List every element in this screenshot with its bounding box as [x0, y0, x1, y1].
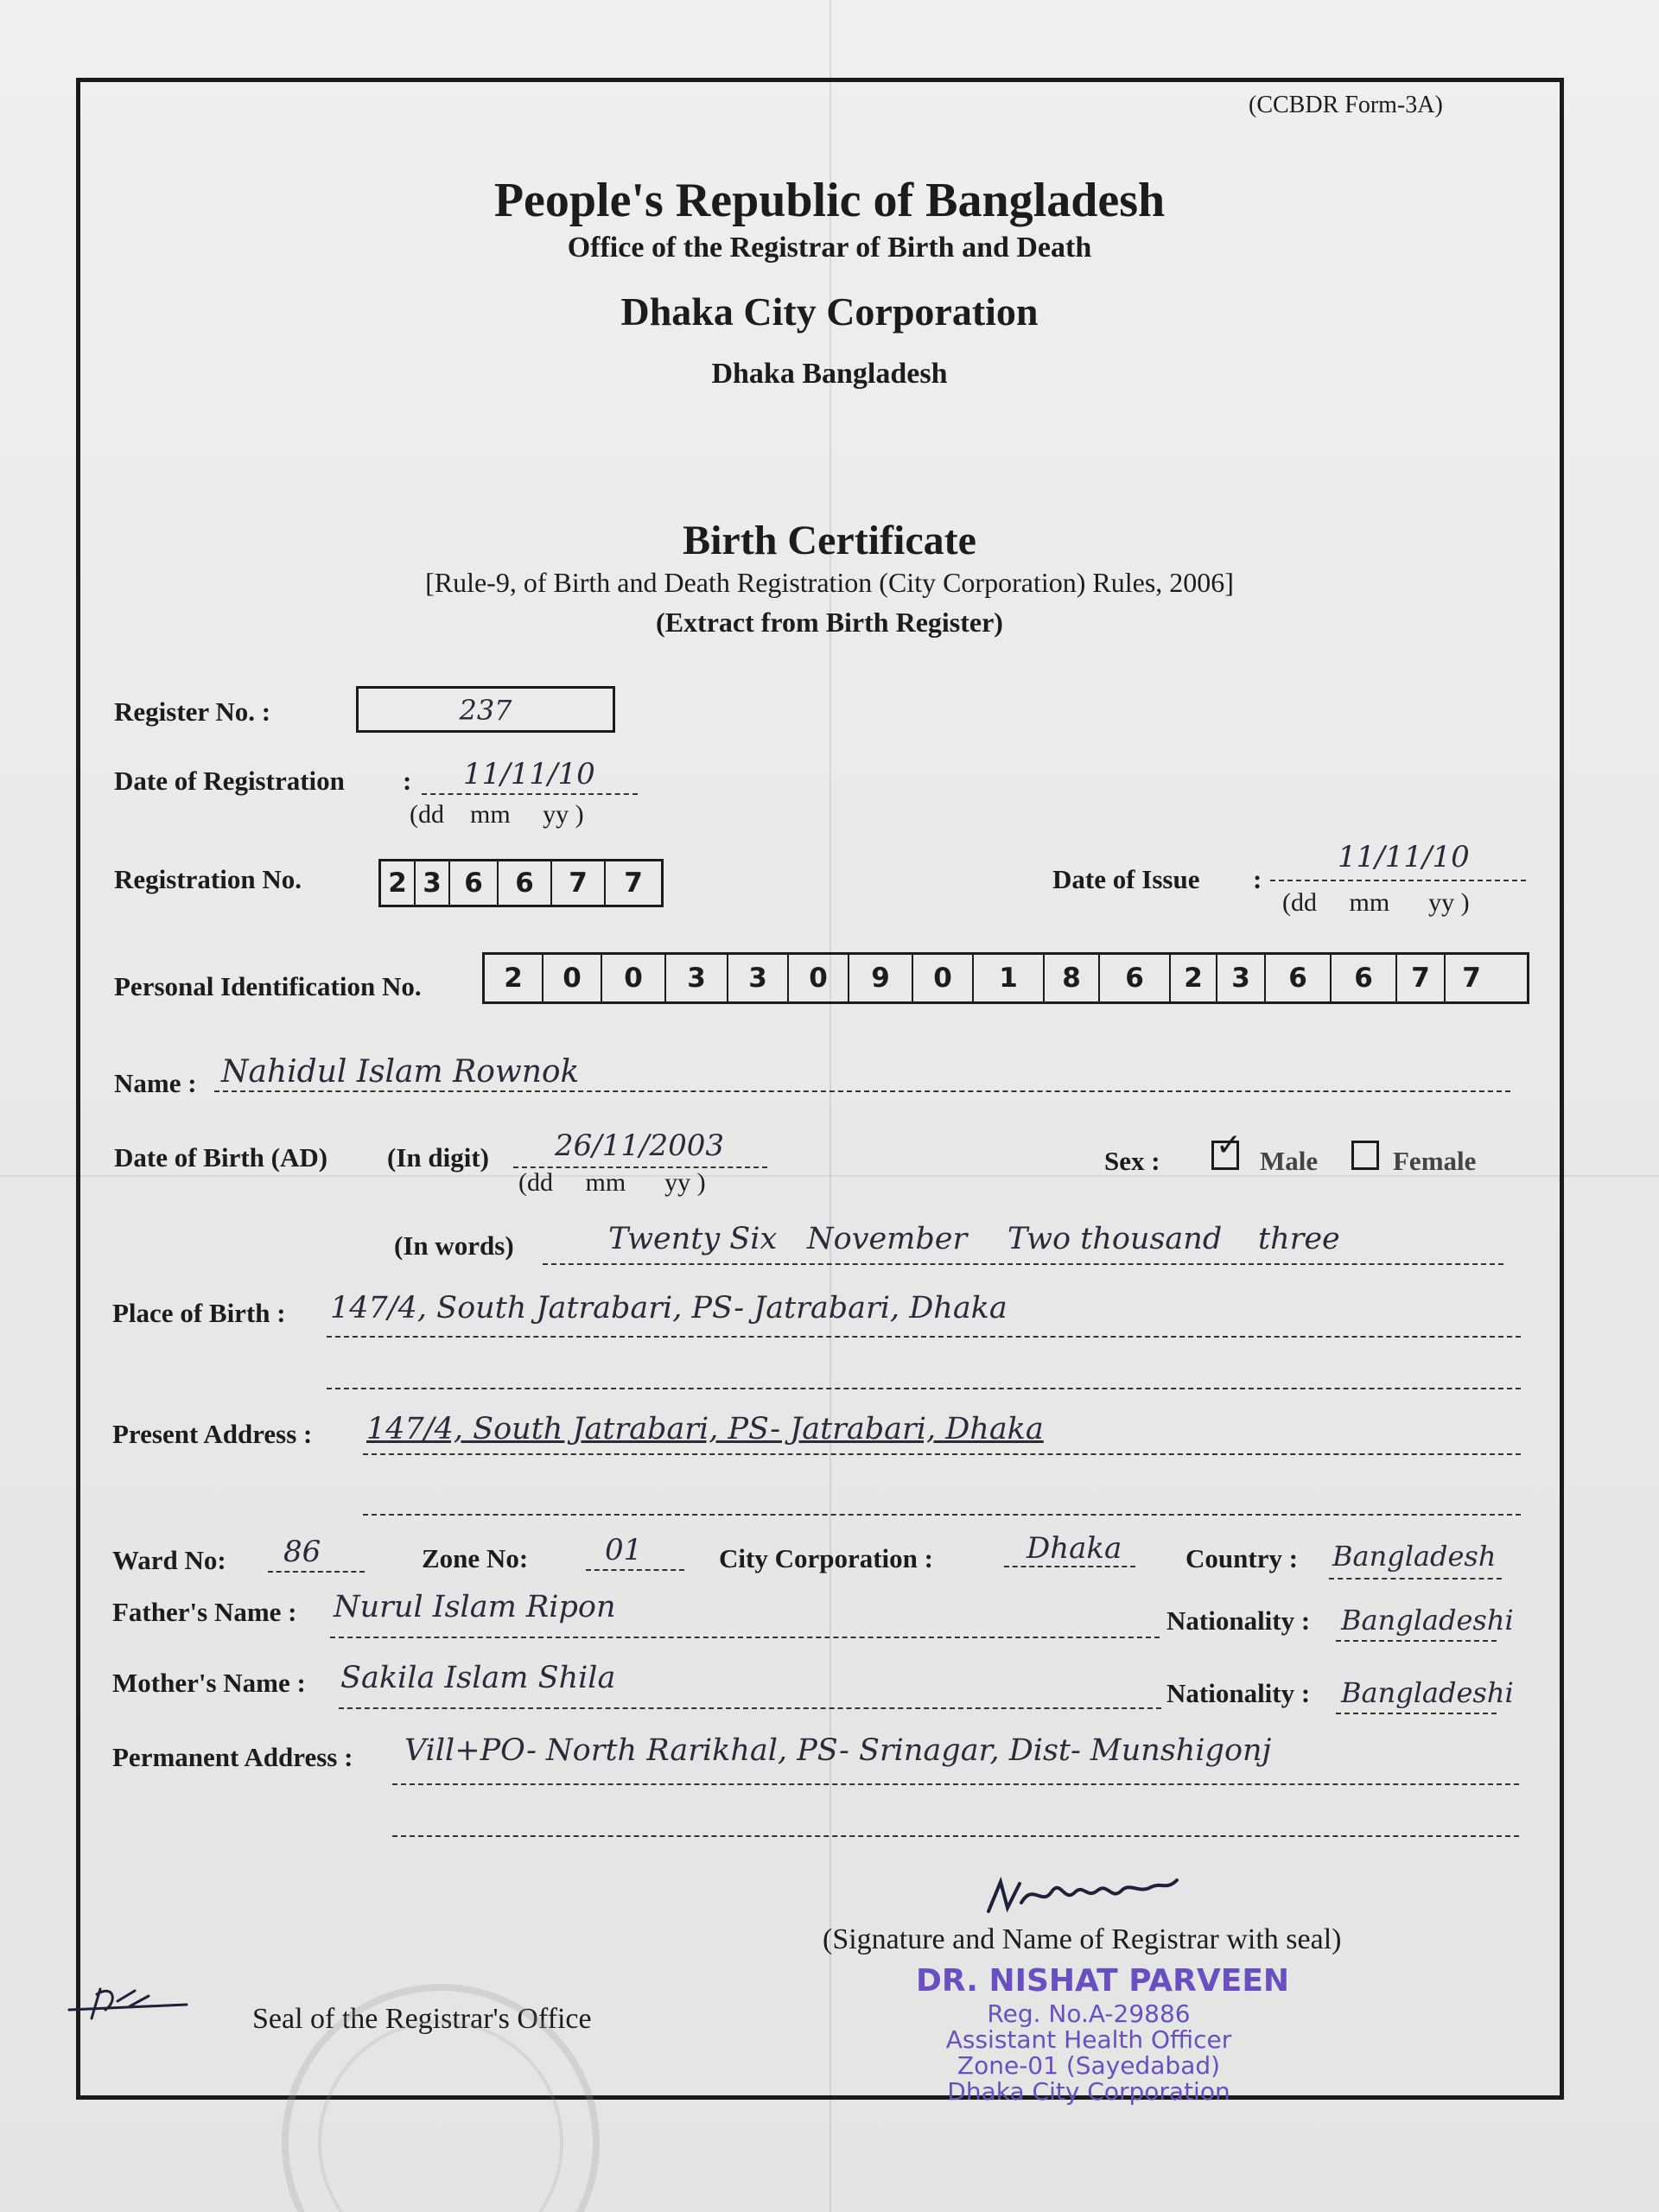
city-corporation-value: Dhaka: [1027, 1531, 1122, 1566]
permanent-address-line-2: [392, 1835, 1519, 1837]
pin-digit: 2: [485, 955, 543, 1001]
date-of-issue-colon: :: [1253, 864, 1262, 894]
city-corporation-label: City Corporation :: [719, 1543, 933, 1573]
dob-words-month: November: [807, 1222, 968, 1256]
pin-digit: 7: [1462, 963, 1481, 994]
office-title: Office of the Registrar of Birth and Death: [567, 232, 1092, 264]
date-of-registration-value: 11/11/10: [463, 757, 595, 791]
register-no-value: 237: [459, 694, 512, 727]
present-address-line: [363, 1453, 1521, 1455]
father-nationality-line: [1336, 1640, 1497, 1642]
registration-digit: 7: [552, 861, 606, 905]
signature-caption: (Signature and Name of Registrar with seal): [823, 1923, 1342, 1955]
checkmark-icon: ✓: [1216, 1128, 1243, 1163]
date-of-issue-label: Date of Issue: [1052, 864, 1200, 894]
country-line: [1329, 1578, 1502, 1580]
father-nationality-label: Nationality :: [1166, 1605, 1311, 1636]
place-of-birth-value: 147/4, South Jatrabari, PS- Jatrabari, Dhaka: [330, 1291, 1007, 1325]
male-label: Male: [1260, 1146, 1319, 1176]
present-address-label: Present Address :: [112, 1419, 313, 1449]
dob-value: 26/11/2003: [555, 1128, 724, 1163]
pin-digit: 2: [1171, 955, 1217, 1001]
mother-nationality-value: Bangladeshi: [1341, 1676, 1514, 1709]
date-of-registration-colon: :: [403, 766, 412, 796]
dob-label: Date of Birth (AD): [114, 1142, 328, 1173]
embossed-seal: [259, 1953, 622, 2212]
name-value: Nahidul Islam Rownok: [221, 1054, 580, 1090]
country-title: People's Republic of Bangladesh: [493, 174, 1166, 227]
extract-note: (Extract from Birth Register): [656, 607, 1003, 638]
mother-name-value: Sakila Islam Shila: [340, 1661, 616, 1695]
registration-digit: 2: [381, 861, 416, 905]
dob-words-label: (In words): [394, 1230, 514, 1261]
pin-digit: 6: [1100, 955, 1171, 1001]
mother-name-label: Mother's Name :: [112, 1668, 306, 1698]
permanent-address-value: Vill+PO- North Rarikhal, PS- Srinagar, Dist- Munshigonj: [404, 1733, 1272, 1768]
dob-words-year: Two thousand: [1007, 1222, 1223, 1256]
rule-reference: [Rule-9, of Birth and Death Registration (City Corporation) Rules, 2006]: [425, 567, 1234, 598]
father-name-line: [330, 1637, 1160, 1638]
ward-line: [268, 1571, 365, 1573]
pin-digit: 8: [1045, 955, 1100, 1001]
zone-line: [586, 1569, 684, 1571]
city-corporation-line: [1004, 1566, 1135, 1567]
name-label: Name :: [114, 1068, 197, 1098]
country-label: Country :: [1185, 1543, 1299, 1573]
pin-digit: 3: [1217, 955, 1266, 1001]
corporation-title: Dhaka City Corporation: [620, 289, 1039, 334]
registration-digit: 3: [416, 861, 450, 905]
dob-digit-label: (In digit): [387, 1142, 489, 1173]
registration-no-label: Registration No.: [114, 864, 302, 894]
present-address-value: 147/4, South Jatrabari, PS- Jatrabari, Dhaka: [366, 1412, 1044, 1446]
form-code: (CCBDR Form-3A): [1249, 92, 1443, 118]
father-nationality-value: Bangladeshi: [1341, 1604, 1514, 1637]
father-name-label: Father's Name :: [112, 1597, 297, 1627]
female-label: Female: [1393, 1146, 1477, 1176]
present-address-line-2: [363, 1514, 1521, 1516]
place-of-birth-label: Place of Birth :: [112, 1298, 286, 1328]
dob-format: (dd mm yy ): [518, 1168, 706, 1197]
date-of-registration-line: [422, 793, 638, 795]
date-of-issue-line: [1270, 880, 1526, 881]
pin-digit: 0: [789, 955, 849, 1001]
permanent-address-line: [392, 1783, 1519, 1785]
female-checkbox[interactable]: [1351, 1141, 1379, 1170]
date-of-registration-label: Date of Registration: [114, 766, 345, 796]
seal-caption: Seal of the Registrar's Office: [252, 2003, 592, 2035]
stamp-title: Assistant Health Officer: [945, 2025, 1232, 2054]
city-title: Dhaka Bangladesh: [711, 358, 948, 390]
registrar-signature: [982, 1865, 1206, 1925]
sex-label: Sex :: [1104, 1146, 1160, 1176]
stamp-zone: Zone-01 (Sayedabad): [957, 2051, 1221, 2080]
registration-digit: 7: [624, 868, 643, 899]
mother-nationality-label: Nationality :: [1166, 1678, 1311, 1708]
pin-digit: 1: [974, 955, 1045, 1001]
stamp-name: DR. NISHAT PARVEEN: [916, 1963, 1290, 1999]
pin-digit: 0: [543, 955, 602, 1001]
pin-digit: 3: [728, 955, 789, 1001]
date-of-issue-value: 11/11/10: [1338, 840, 1470, 874]
pin-boxes: [482, 952, 1529, 1004]
father-name-value: Nurul Islam Ripon: [334, 1590, 616, 1624]
pin-label: Personal Identification No.: [114, 971, 422, 1001]
ward-value: 86: [283, 1535, 321, 1569]
pin-digit: 6: [1332, 955, 1397, 1001]
name-line: [214, 1090, 1510, 1092]
registration-digit: 6: [450, 861, 499, 905]
country-value: Bangladesh: [1332, 1540, 1497, 1573]
dob-words-line: [543, 1263, 1503, 1265]
mother-name-line: [339, 1707, 1161, 1709]
male-checkbox[interactable]: [1211, 1128, 1243, 1170]
permanent-address-label: Permanent Address :: [112, 1742, 353, 1772]
pin-digit: 0: [913, 955, 974, 1001]
register-no-label: Register No. :: [114, 696, 271, 727]
dob-words-year-end: three: [1258, 1222, 1340, 1256]
stamp-org: Dhaka City Corporation: [947, 2077, 1230, 2106]
place-of-birth-line: [327, 1336, 1521, 1338]
registration-no-boxes: [378, 859, 664, 907]
pin-digit: 9: [849, 955, 913, 1001]
initials-signature: [66, 1975, 195, 2027]
date-of-issue-format: (dd mm yy ): [1282, 888, 1470, 917]
pin-digit: 0: [602, 955, 666, 1001]
zone-value: 01: [605, 1533, 643, 1567]
certificate-title: Birth Certificate: [683, 518, 976, 563]
pin-digit: 7: [1397, 955, 1446, 1001]
place-of-birth-line-2: [327, 1388, 1521, 1389]
zone-label: Zone No:: [422, 1543, 529, 1573]
ward-label: Ward No:: [112, 1545, 226, 1575]
stamp-reg: Reg. No.A-29886: [987, 1999, 1191, 2028]
register-no-box: [356, 686, 615, 733]
pin-digit: 6: [1266, 955, 1332, 1001]
dob-words-day: Twenty Six: [608, 1222, 778, 1256]
mother-nationality-line: [1336, 1713, 1497, 1714]
date-of-registration-format: (dd mm yy ): [410, 800, 584, 829]
pin-digit: 3: [666, 955, 728, 1001]
registration-digit: 6: [499, 861, 552, 905]
